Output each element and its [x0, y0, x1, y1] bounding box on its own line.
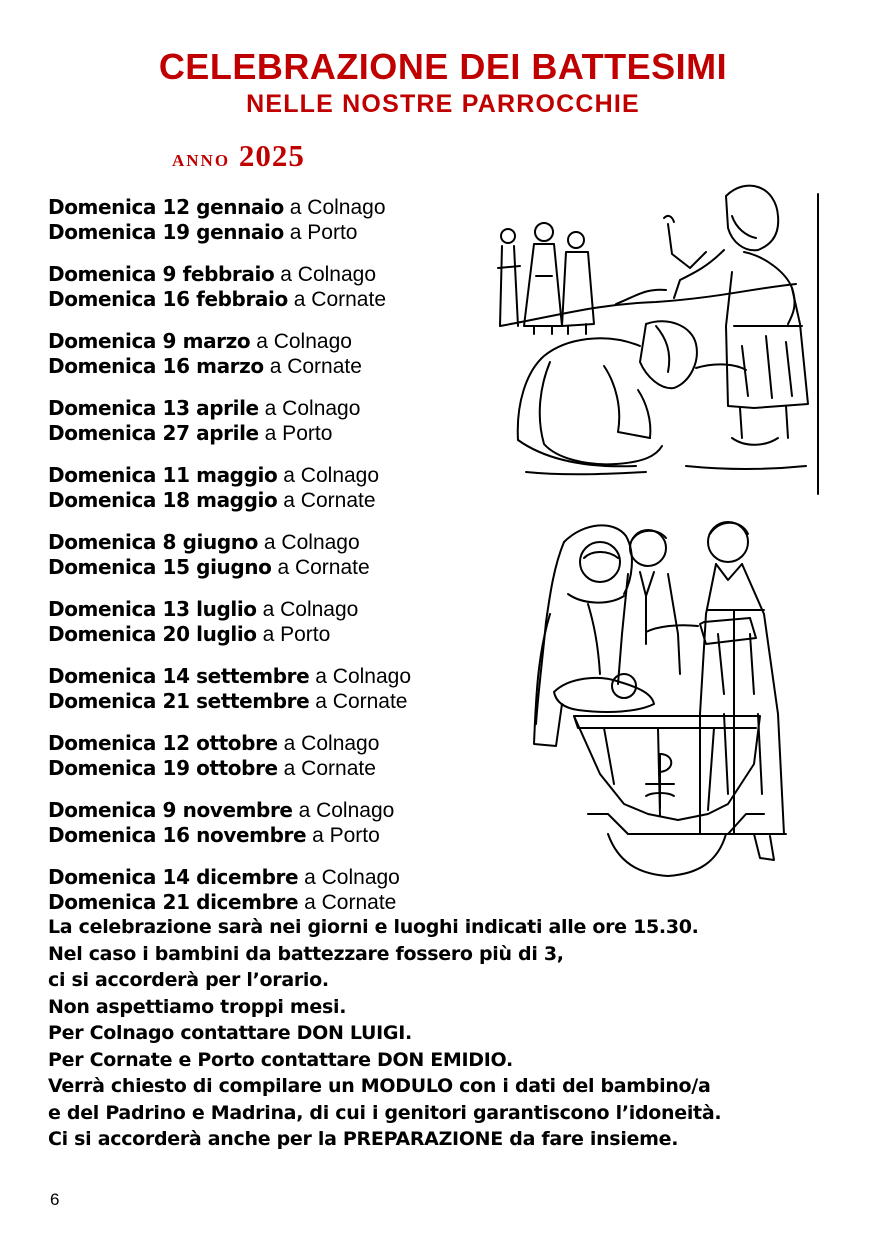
note-line: Nel caso i bambini da battezzare fossero più di 3, — [48, 942, 564, 965]
year-value: 2025 — [238, 138, 305, 173]
date-group — [48, 396, 488, 446]
date-line — [48, 756, 488, 781]
date-day: Domenica 16 marzo — [48, 354, 264, 378]
baptism-dates-list — [48, 195, 488, 932]
date-place: a Porto — [312, 824, 380, 847]
year-heading — [172, 138, 305, 174]
date-line — [48, 597, 488, 622]
date-day: Domenica 14 dicembre — [48, 865, 299, 889]
date-day: Domenica 13 aprile — [48, 396, 259, 420]
page-number: 6 — [50, 1190, 60, 1209]
date-place: a Cornate — [315, 690, 408, 713]
date-group — [48, 195, 488, 245]
note-line: ci si accorderà per l’orario. — [48, 969, 329, 991]
date-line — [48, 664, 488, 689]
date-day: Domenica 21 dicembre — [48, 890, 299, 914]
note-line: e del Padrino e Madrina, di cui i genitori garantiscono l’idoneità. — [48, 1101, 722, 1124]
date-place: a Colnago — [283, 464, 380, 487]
date-place: a Cornate — [277, 556, 370, 579]
date-line — [48, 195, 488, 220]
date-line — [48, 220, 488, 245]
date-day: Domenica 8 giugno — [48, 530, 258, 554]
page-title: CELEBRAZIONE DEI BATTESIMI — [158, 46, 728, 87]
date-day: Domenica 16 febbraio — [48, 287, 288, 311]
date-place: a Cornate — [304, 891, 397, 914]
date-group — [48, 530, 488, 580]
note-line: La celebrazione sarà nei giorni e luoghi indicati alle ore 15.30. — [48, 916, 699, 938]
date-day: Domenica 12 ottobre — [48, 731, 278, 755]
year-prefix: anno — [172, 146, 231, 172]
date-line — [48, 488, 488, 513]
date-group — [48, 262, 488, 312]
date-place: a Colnago — [264, 397, 361, 420]
note-line: Verrà chiesto di compilare un MODULO con i dati del bambino/a — [48, 1075, 711, 1097]
date-line — [48, 555, 488, 580]
date-place: a Colnago — [280, 263, 377, 286]
date-day: Domenica 19 ottobre — [48, 756, 278, 780]
notes-section — [48, 914, 848, 1153]
date-day: Domenica 14 settembre — [48, 664, 310, 688]
date-line — [48, 689, 488, 714]
note-line: Ci si accorderà anche per la PREPARAZIONE da fare insieme. — [48, 1128, 679, 1150]
infant-baptism-illustration — [528, 514, 804, 886]
date-day: Domenica 9 novembre — [48, 798, 293, 822]
date-line — [48, 421, 488, 446]
date-place: a Colnago — [304, 866, 400, 889]
date-place: a Cornate — [283, 757, 376, 780]
date-line — [48, 622, 488, 647]
date-day: Domenica 12 gennaio — [48, 195, 284, 219]
date-day: Domenica 18 maggio — [48, 488, 278, 512]
date-place: a Cornate — [269, 355, 362, 378]
date-line — [48, 463, 488, 488]
date-place: a Colnago — [283, 732, 380, 755]
date-day: Domenica 16 novembre — [48, 823, 307, 847]
date-group — [48, 597, 488, 647]
note-line: Non aspettiamo troppi mesi. — [48, 995, 347, 1018]
date-day: Domenica 11 maggio — [48, 463, 278, 487]
date-place: a Colnago — [289, 196, 386, 219]
date-day: Domenica 9 febbraio — [48, 262, 275, 286]
date-day: Domenica 19 gennaio — [48, 220, 284, 244]
date-line — [48, 798, 488, 823]
date-group — [48, 463, 488, 513]
date-place: a Colnago — [256, 330, 352, 353]
date-group — [48, 865, 488, 915]
date-place: a Porto — [289, 221, 358, 244]
date-day: Domenica 13 luglio — [48, 597, 257, 621]
date-day: Domenica 21 settembre — [48, 689, 310, 713]
date-place: a Colnago — [298, 799, 395, 822]
date-group — [48, 329, 488, 379]
date-line — [48, 287, 488, 312]
date-line — [48, 396, 488, 421]
date-group — [48, 664, 488, 714]
date-line — [48, 354, 488, 379]
date-day: Domenica 9 marzo — [48, 329, 251, 353]
date-group — [48, 798, 488, 848]
date-place: a Colnago — [315, 665, 412, 688]
date-line — [48, 865, 488, 890]
date-line — [48, 530, 488, 555]
date-place: a Porto — [262, 623, 331, 646]
date-place: a Cornate — [293, 288, 387, 311]
date-line — [48, 890, 488, 915]
date-line — [48, 731, 488, 756]
date-group — [48, 731, 488, 781]
note-line: Per Cornate e Porto contattare DON EMIDIO. — [48, 1048, 513, 1071]
date-place: a Cornate — [283, 489, 376, 512]
date-place: a Porto — [264, 422, 333, 445]
date-day: Domenica 15 giugno — [48, 555, 272, 579]
date-line — [48, 329, 488, 354]
note-line: Per Colnago contattare DON LUIGI. — [48, 1022, 412, 1044]
date-place: a Colnago — [263, 531, 360, 554]
date-line — [48, 262, 488, 287]
date-day: Domenica 27 aprile — [48, 421, 259, 445]
jordan-baptism-illustration — [496, 176, 822, 498]
page-subtitle: NELLE NOSTRE PARROCCHIE — [246, 90, 640, 118]
date-place: a Colnago — [262, 598, 359, 621]
date-line — [48, 823, 488, 848]
date-day: Domenica 20 luglio — [48, 622, 257, 646]
